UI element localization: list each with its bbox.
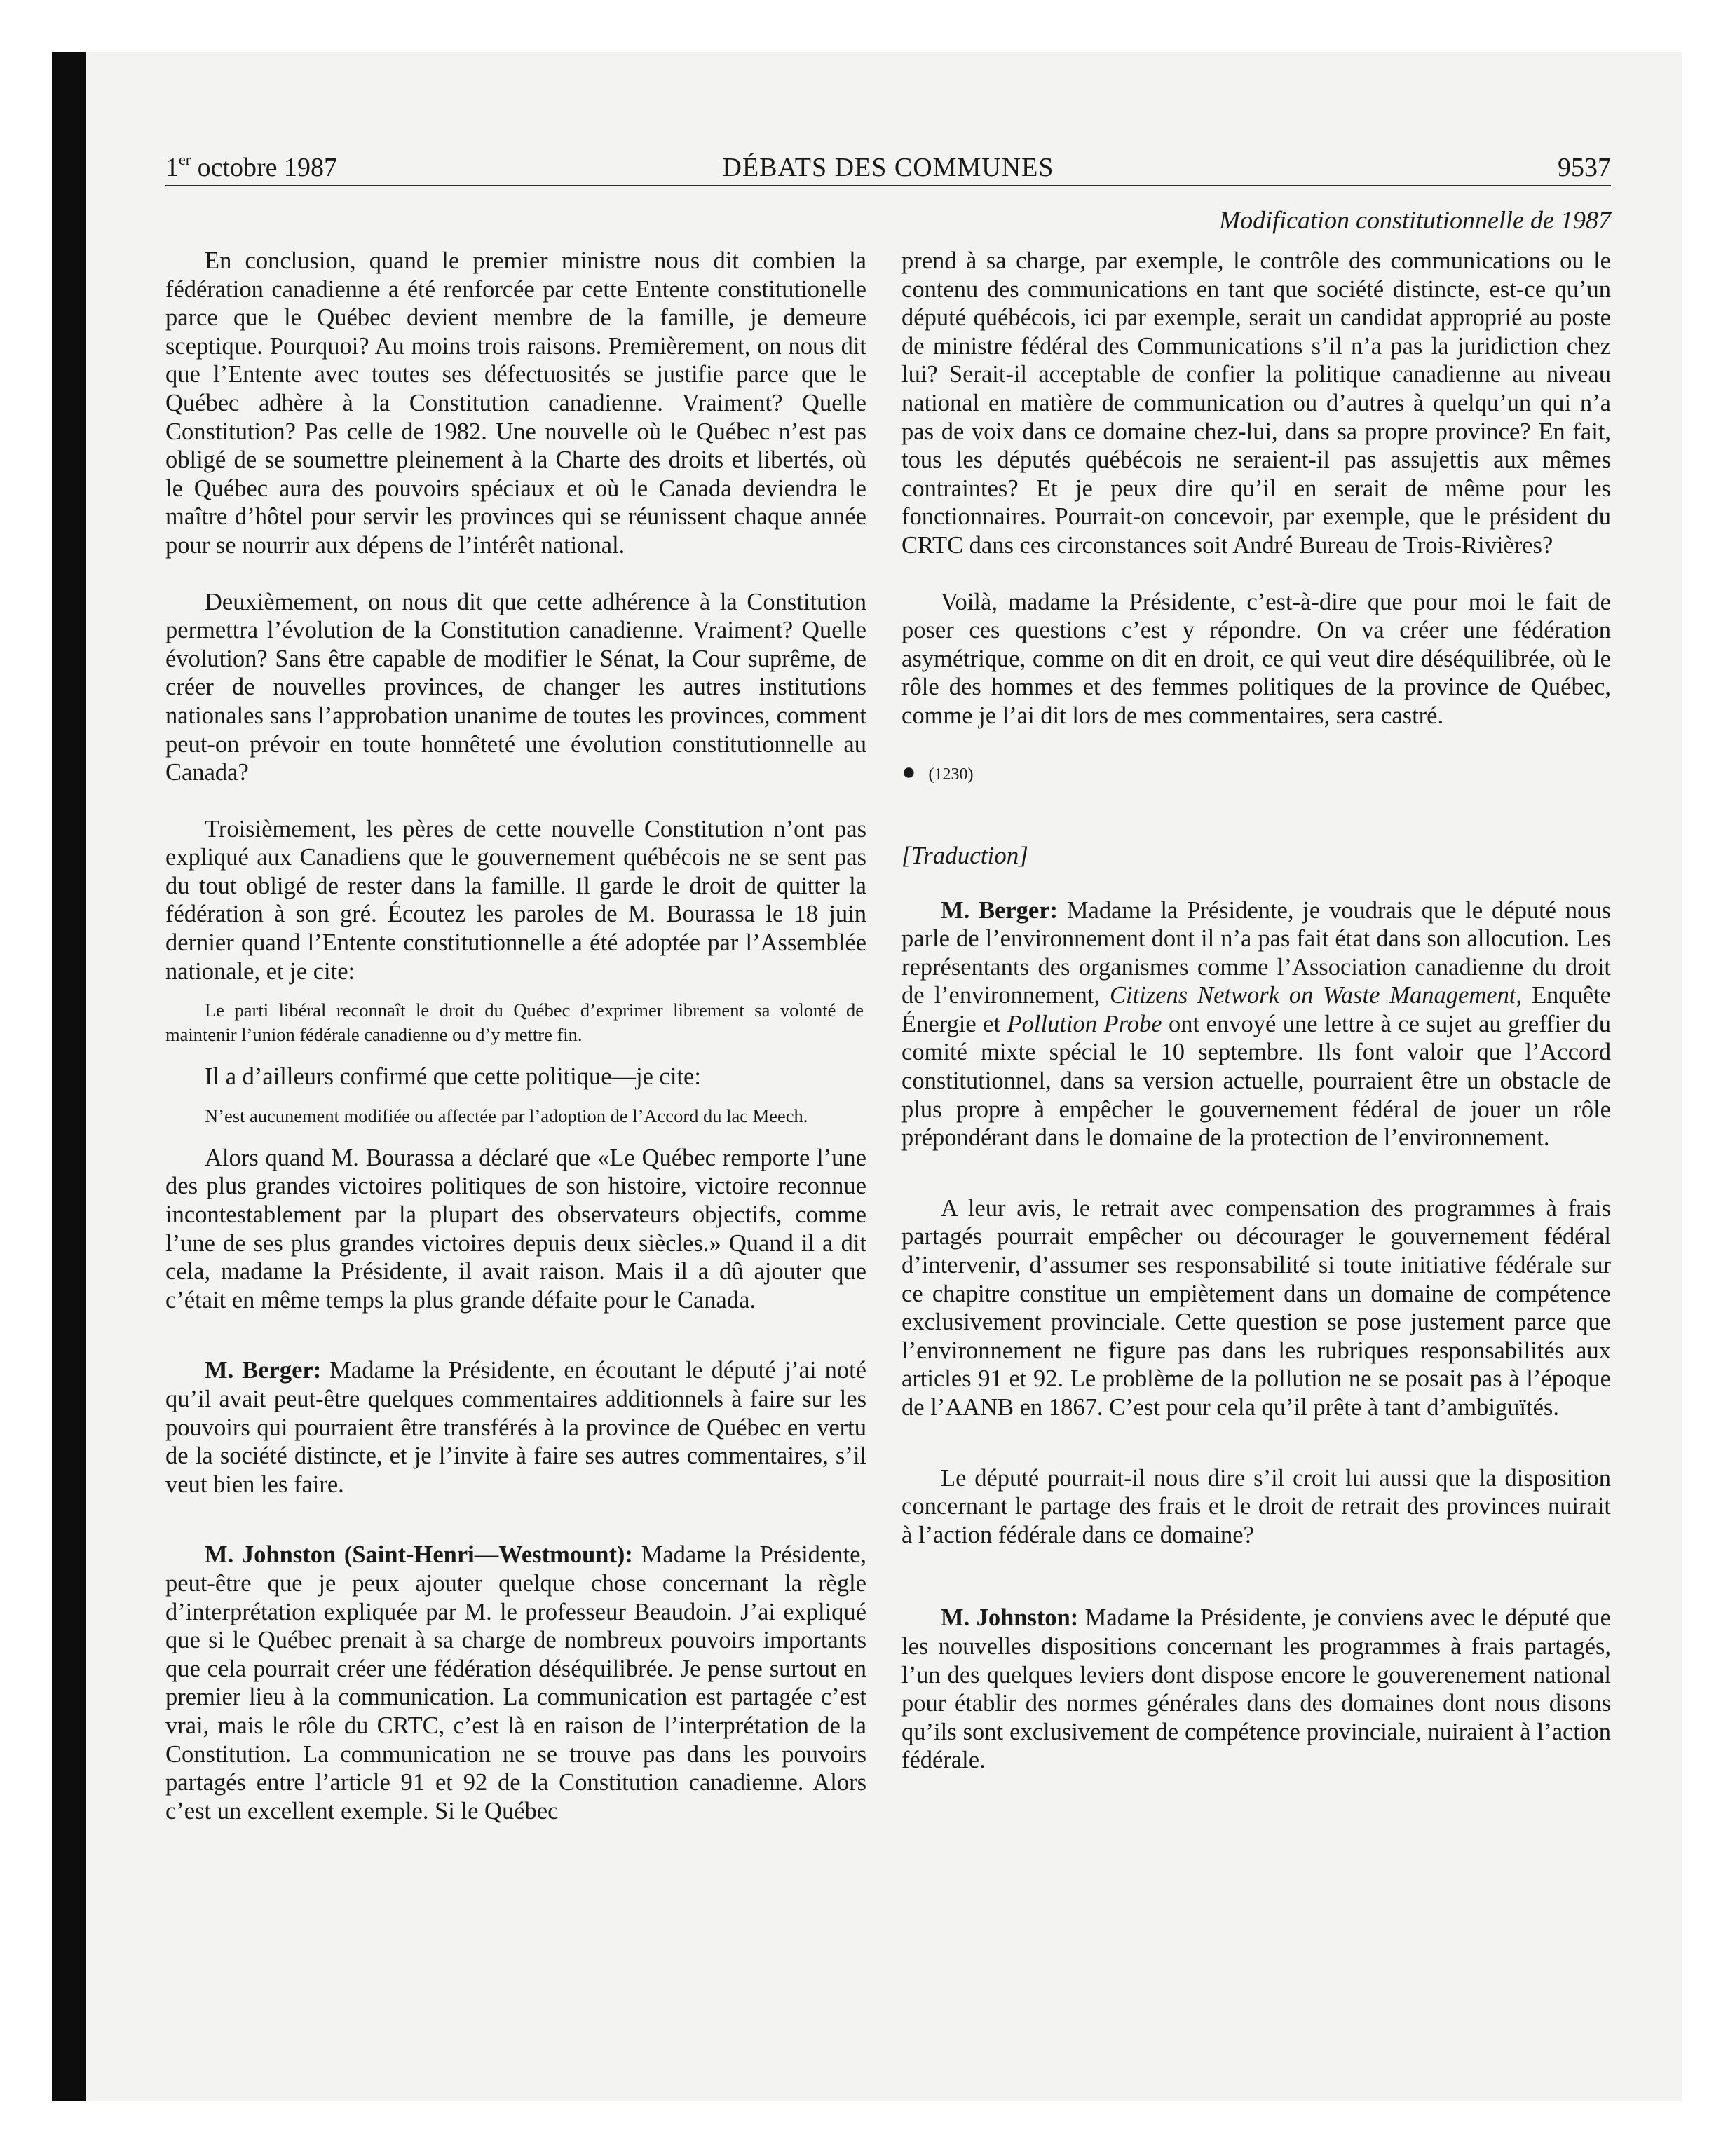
paragraph: prend à sa charge, par exemple, le contrôle des communications ou le contenu des communications en tant que société distincte, est-ce qu’un député québécois, ici par exemple, serait un candidat approprié au poste de ministre fédéral des Communications s’il n’a pas la juridiction chez lui? Serait-il acceptable de confier la politique canadienne au niveau national en matière de communication ou d’autres à quelqu’un qui n’a pas de voix dans ce domaine chez-lui, dans sa propre province? En fait, tous les députés québécois ne seraient-il pas assujettis aux mêmes contraintes? Et je peux dire qu’il en serait de même pour les fonctionnaires. Pourrait-on concevoir, par exemple, que le président du CRTC dans ces circonstances soit André Bureau de Trois-Rivières? [901,247,1611,559]
running-head [165,150,1611,186]
speech-berger: M. Berger: Madame la Présidente, en écoutant le député j’ai noté qu’il avait peut-être quelques commentaires additionnels à faire sur les pouvoirs qui pourraient être transférés à la province de Québec en vertu de la société distincte, et je l’invite à faire ses autres commentaires, s’il veut bien les faire. [165,1357,866,1498]
left-column [165,247,866,1853]
paragraph: Voilà, madame la Présidente, c’est-à-dire que pour moi le fait de poser ces questions c’est y répondre. On va créer une fédération asymétrique, comme on dit en droit, ce qui veut dire déséquilibrée, où le rôle des hommes et des femmes politiques de la province de Québec, comme je l’ai dit lors de mes commentaires, sera castré. [901,588,1611,729]
speech-berger: M. Berger: Madame la Présidente, je voudrais que le député nous parle de l’environnement dont il n’a pas fait état dans son allocution. Les représentants des organismes comme l’Association canadienne du droit de l’environnement, Citizens Network on Waste Management, Enquête Énergie et Pollution Probe ont envoyé une lettre à ce sujet au greffier du comité mixte spécial le 10 septembre. Ils font valoir que l’Accord constitutionnel, dans sa version actuelle, pourraient être un obstacle de plus propre à empêcher le gouvernement fédéral de jouer un rôle prépondérant dans le domaine de la protection de l’environnement. [901,896,1611,1152]
speaker-name: M. Berger: [941,896,1059,924]
scan-edge [52,52,86,2101]
block-quote: N’est aucunement modifiée ou affectée par l’adoption de l’Accord du lac Meech. [205,1105,808,1126]
speaker-name: M. Johnston (Saint-Henri—Westmount): [205,1541,633,1569]
page-number: 9537 [1558,153,1611,182]
time-marker: ● (1230) [901,758,974,785]
paragraph: Deuxièmement, on nous dit que cette adhérence à la Constitution permettra l’évolution de la Constitution canadienne. Vraiment? Quelle évolution? Sans être capable de modifier le Sénat, la Cour suprême, de créer de nouvelles provinces, de changer les autres institutions nationales sans l’approbation unanime de toutes les provinces, comment peut-on prévoir en toute honnêteté une évolution constitutionnelle au Canada? [165,588,866,786]
speech-johnston: M. Johnston: Madame la Présidente, je conviens avec le député que les nouvelles dispositions concernant les programmes à frais partagés, l’un des quelques leviers dont dispose encore le gouverenement national pour établir des normes générales dans des domaines dont nous disons qu’ils sont exclusivement de compétence provinciale, nuiraient à l’action fédérale. [901,1604,1611,1774]
paragraph: Alors quand M. Bourassa a déclaré que «Le Québec remporte l’une des plus grandes victoires politiques de son histoire, victoire reconnue incontestablement par la plupart des observateurs objectifs, comme l’une de ses plus grandes victoires depuis deux siècles.» Quand il a dit cela, madame la Présidente, il avait raison. Mais il a dû ajouter que c’était en même temps la plus grande défaite pour le Canada. [165,1144,866,1314]
right-column [901,247,1611,1803]
paragraph: Troisièmement, les pères de cette nouvelle Constitution n’ont pas expliqué aux Canadiens que le gouvernement québécois ne se sent pas du tout obligé de rester dans la famille. Il garde le droit de quitter la fédération à son gré. Écoutez les paroles de M. Bourassa le 18 juin dernier quand l’Entente constitutionnelle a été adoptée par l’Assemblée nationale, et je cite: [165,815,866,985]
paragraph: Le député pourrait-il nous dire s’il croit lui aussi que la disposition concernant le partage des frais et le droit de retrait des provinces nuirait à l’action fédérale dans ce domaine? [901,1464,1611,1548]
block-quote: Le parti libéral reconnaît le droit du Québec d’exprimer librement sa volonté de maintenir l’union fédérale canadienne ou d’y mettre fin. [165,999,864,1046]
speaker-name: M. Berger: [205,1357,322,1384]
paragraph: Il a d’ailleurs confirmé que cette politique—je cite: [205,1063,701,1091]
section-subtitle: Modification constitutionnelle de 1987 [1219,206,1611,234]
bullet-icon: ● [901,758,916,785]
paragraph: A leur avis, le retrait avec compensation des programmes à frais partagés pourrait empêcher ou décourager le gouvernement fédéral d’intervenir, d’assumer ses responsabilité si toute initiative fédérale sur ce chapitre constitue un empiètement dans un domaine de compétence exclusivement provinciale. Cette question se pose justement parce que l’environnement ne figure pas dans les rubriques responsabilités aux articles 91 et 92. Le problème de la pollution ne se posait pas à l’époque de l’AANB en 1867. C’est pour cela qu’il prête à tant d’ambiguïtés. [901,1194,1611,1421]
paragraph: En conclusion, quand le premier ministre nous dit combien la fédération canadienne a été renforcée par cette Entente constitutionelle parce que le Québec devient membre de la famille, je demeure sceptique. Pourquoi? Au moins trois raisons. Premièrement, on nous dit que l’Entente avec toutes ses défectuosités se justifie parce que le Québec adhère à la Constitution canadienne. Vraiment? Quelle Constitution? Pas celle de 1982. Une nouvelle où le Québec n’est pas obligé de se soumettre pleinement à la Charte des droits et libertés, où le Québec aura des pouvoirs spéciaux et où le Canada deviendra le maître d’hôtel pour servir les provinces qui se réunissent chaque année pour se nourrir aux dépens de l’intérêt national. [165,247,866,559]
translation-tag: [Traduction] [901,841,1028,869]
header-date: 1er octobre 1987 [165,151,338,182]
speaker-name: M. Johnston: [941,1604,1079,1632]
speech-johnston: M. Johnston (Saint-Henri—Westmount): Madame la Présidente, peut-être que je peux ajouter quelque chose concernant la règle d’interprétation expliquée par M. le professeur Beaudoin. J’ai expliqué que si le Québec prenait à sa charge de nombreux pouvoirs importants que cela pourrait créer une fédération déséquilibrée. Je pense surtout en premier lieu à la communication. La communication est partagée c’est vrai, mais le rôle du CRTC, c’est là en raison de l’interprétation de la Constitution. La communication ne se trouve pas dans les pouvoirs partagés entre l’article 91 et 92 de la Constitution canadienne. Alors c’est un excellent exemple. Si le Québec [165,1541,867,1824]
publication-title: DÉBATS DES COMMUNES [722,153,1054,182]
